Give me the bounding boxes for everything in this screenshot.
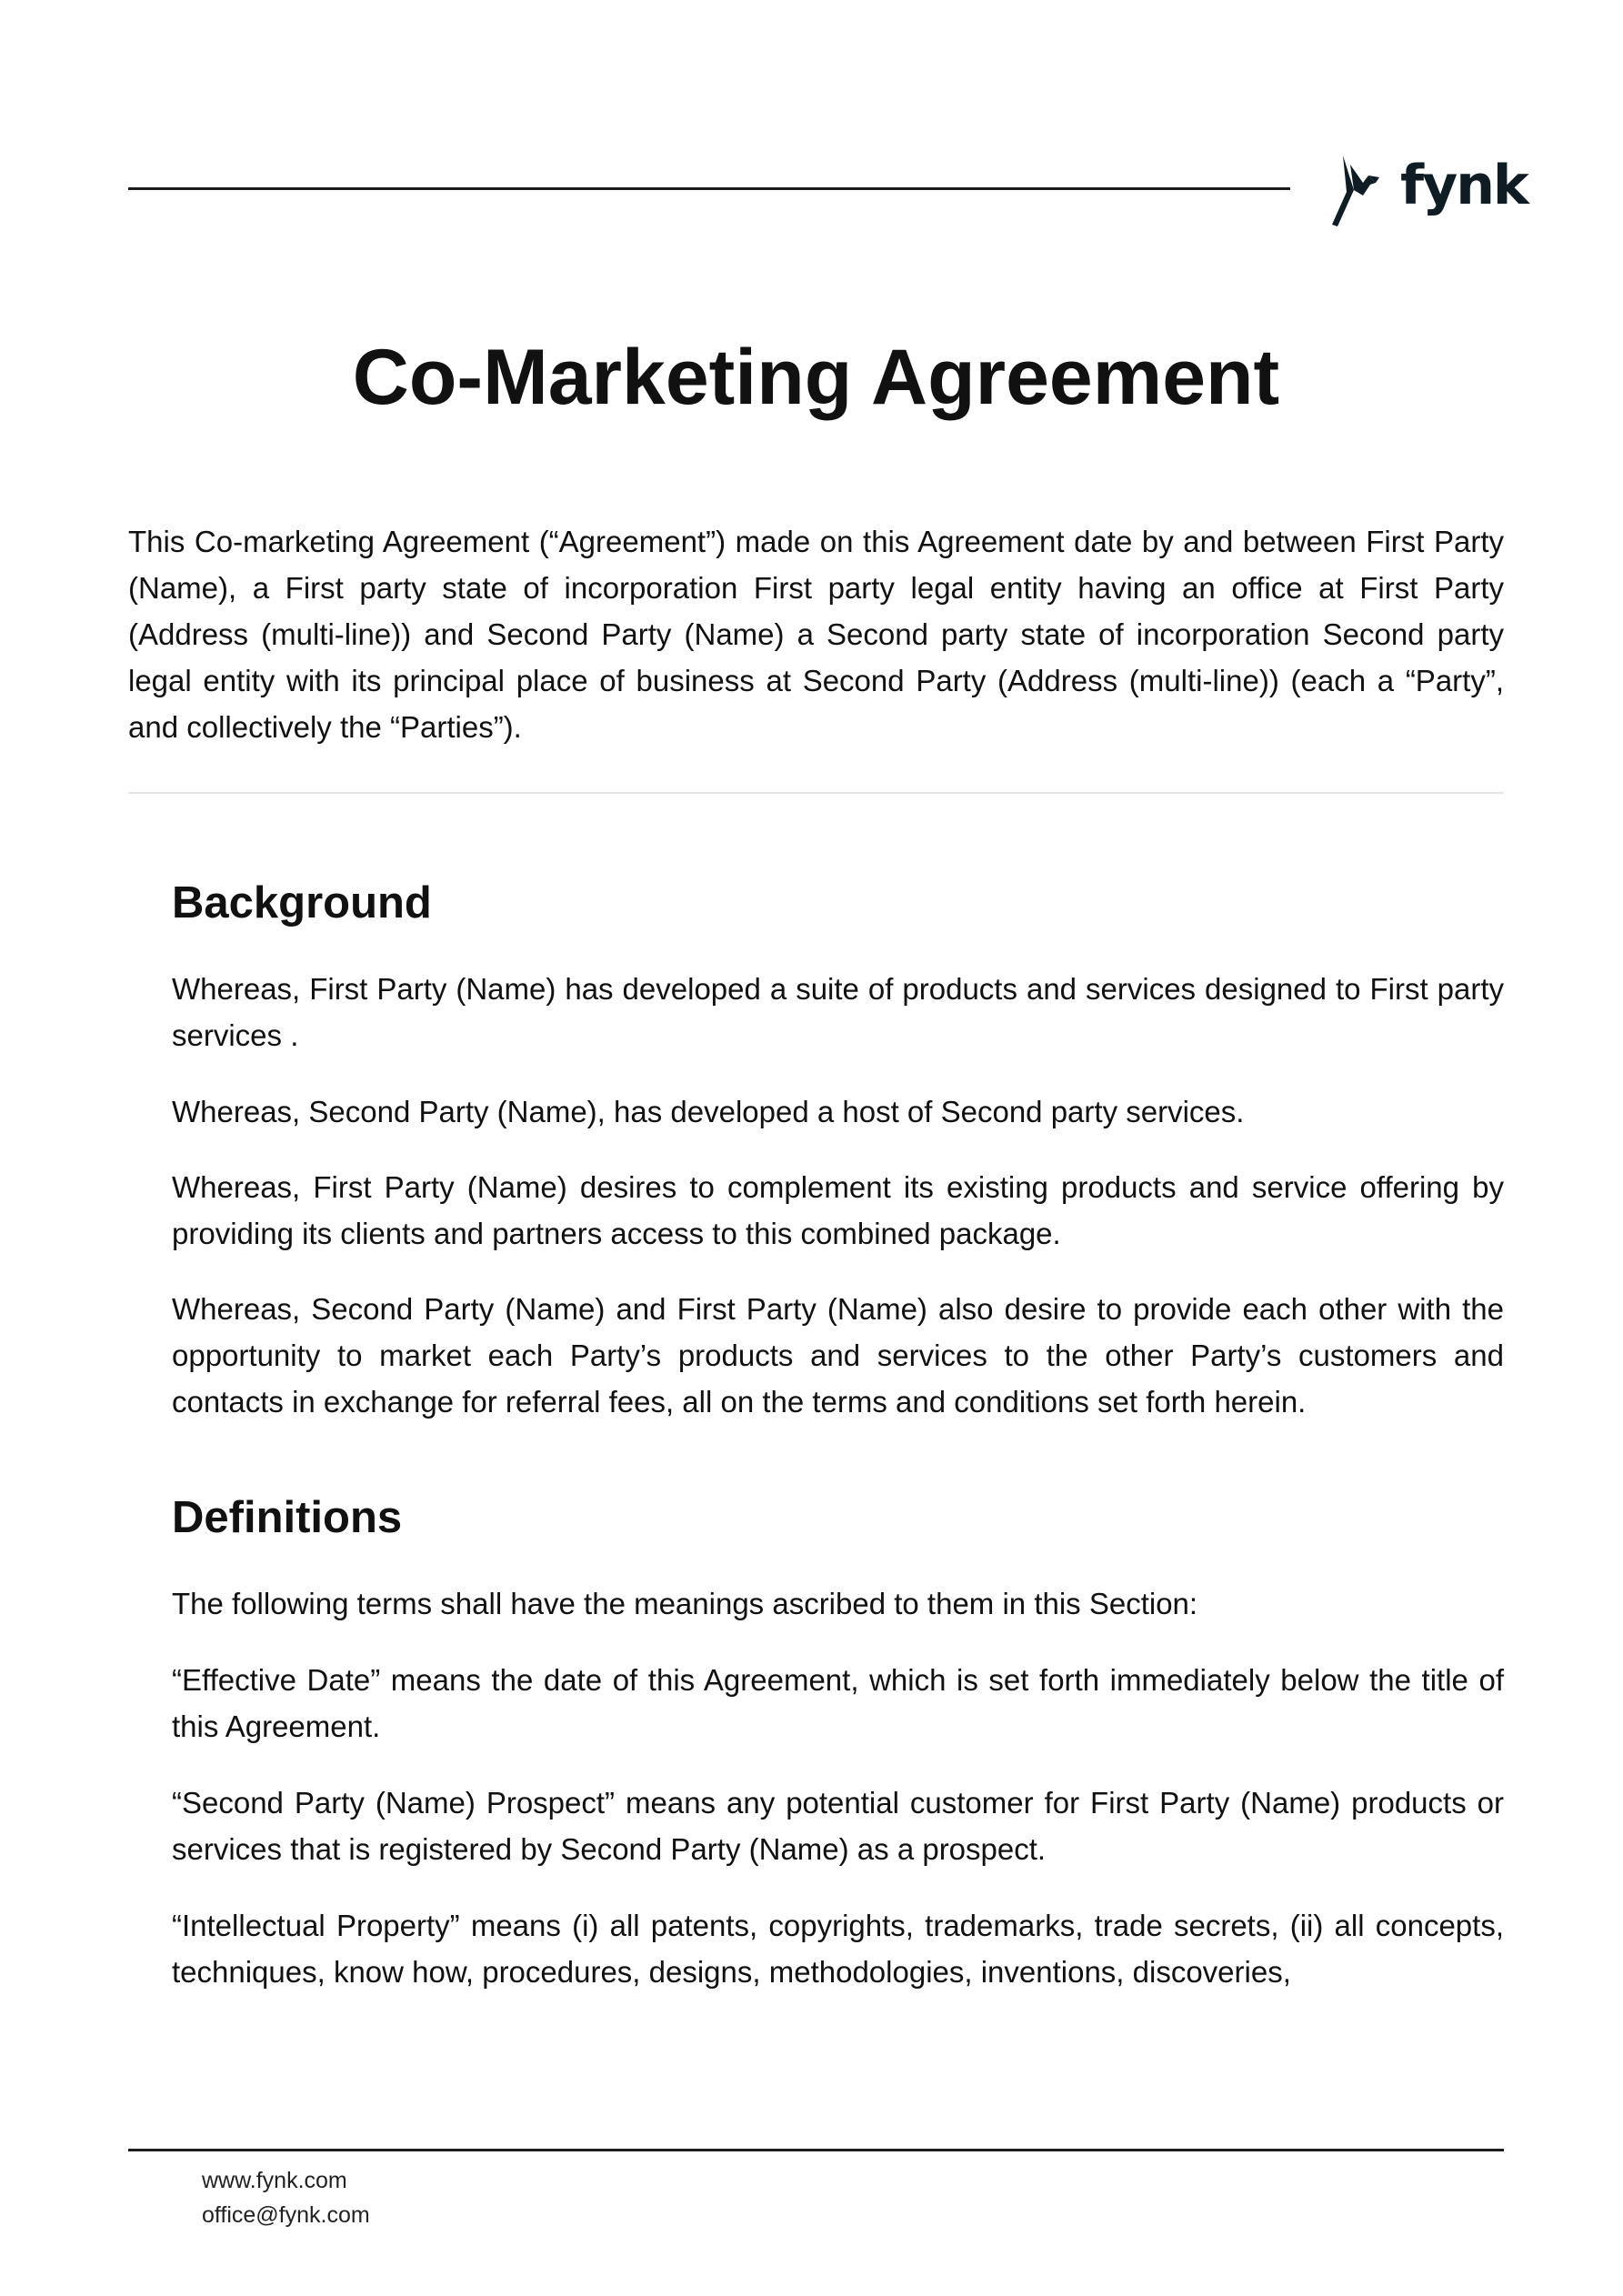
fynk-bird-logo-icon: [1323, 150, 1396, 232]
paragraph: Whereas, First Party (Name) desires to complement its existing products and service offering by providing its clients and partners access to this combined package.: [172, 1170, 1504, 1250]
footer-rule: [128, 2149, 1504, 2151]
paragraph: “Second Party (Name) Prospect” means any potential customer for First Party (Name) products or services that is registered by Second Party (Name) as a prospect.: [172, 1786, 1504, 1866]
paragraph: The following terms shall have the meanings ascribed to them in this Section:: [172, 1587, 1198, 1620]
paragraph: Whereas, First Party (Name) has developed a suite of products and services designed to First party services .: [172, 972, 1504, 1052]
paragraph: Whereas, Second Party (Name) and First Party (Name) also desire to provide each other with the opportunity to market each Party’s products and services to the other Party’s customers and contacts in exchange for referral fees, all on the terms and conditions set forth herein.: [172, 1292, 1504, 1419]
footer-email[interactable]: office@fynk.com: [202, 2202, 370, 2228]
company-logo: [1323, 150, 1528, 232]
header-rule: [128, 187, 1290, 190]
section-title: Definitions: [172, 1493, 403, 1542]
section-divider: [128, 792, 1504, 794]
logo-wordmark: fynk: [1400, 154, 1528, 217]
document-title: Co-Marketing Agreement: [352, 334, 1280, 421]
intro-paragraph: This Co-marketing Agreement (“Agreement”) made on this Agreement date by and between First Party (Name), a First party state of incorporation First party legal entity having an office at First Party (Address (multi-line)) and Second Party (Name) a Second party state of incorporation Second party legal entity with its principal place of business at Second Party (Address (multi-line)) (each a “Party”, and collectively the “Parties”).: [128, 525, 1504, 744]
paragraph: “Effective Date” means the date of this Agreement, which is set forth immediately below the title of this Agreement.: [172, 1663, 1504, 1743]
paragraph: Whereas, Second Party (Name), has developed a host of Second party services.: [172, 1095, 1245, 1128]
paragraph: “Intellectual Property” means (i) all patents, copyrights, trademarks, trade secrets, (ii) all concepts, techniques, know how, procedures, designs, methodologies, inventions, discoveries,: [172, 1909, 1504, 1989]
section-title: Background: [172, 878, 432, 927]
footer-website[interactable]: www.fynk.com: [202, 2168, 347, 2193]
